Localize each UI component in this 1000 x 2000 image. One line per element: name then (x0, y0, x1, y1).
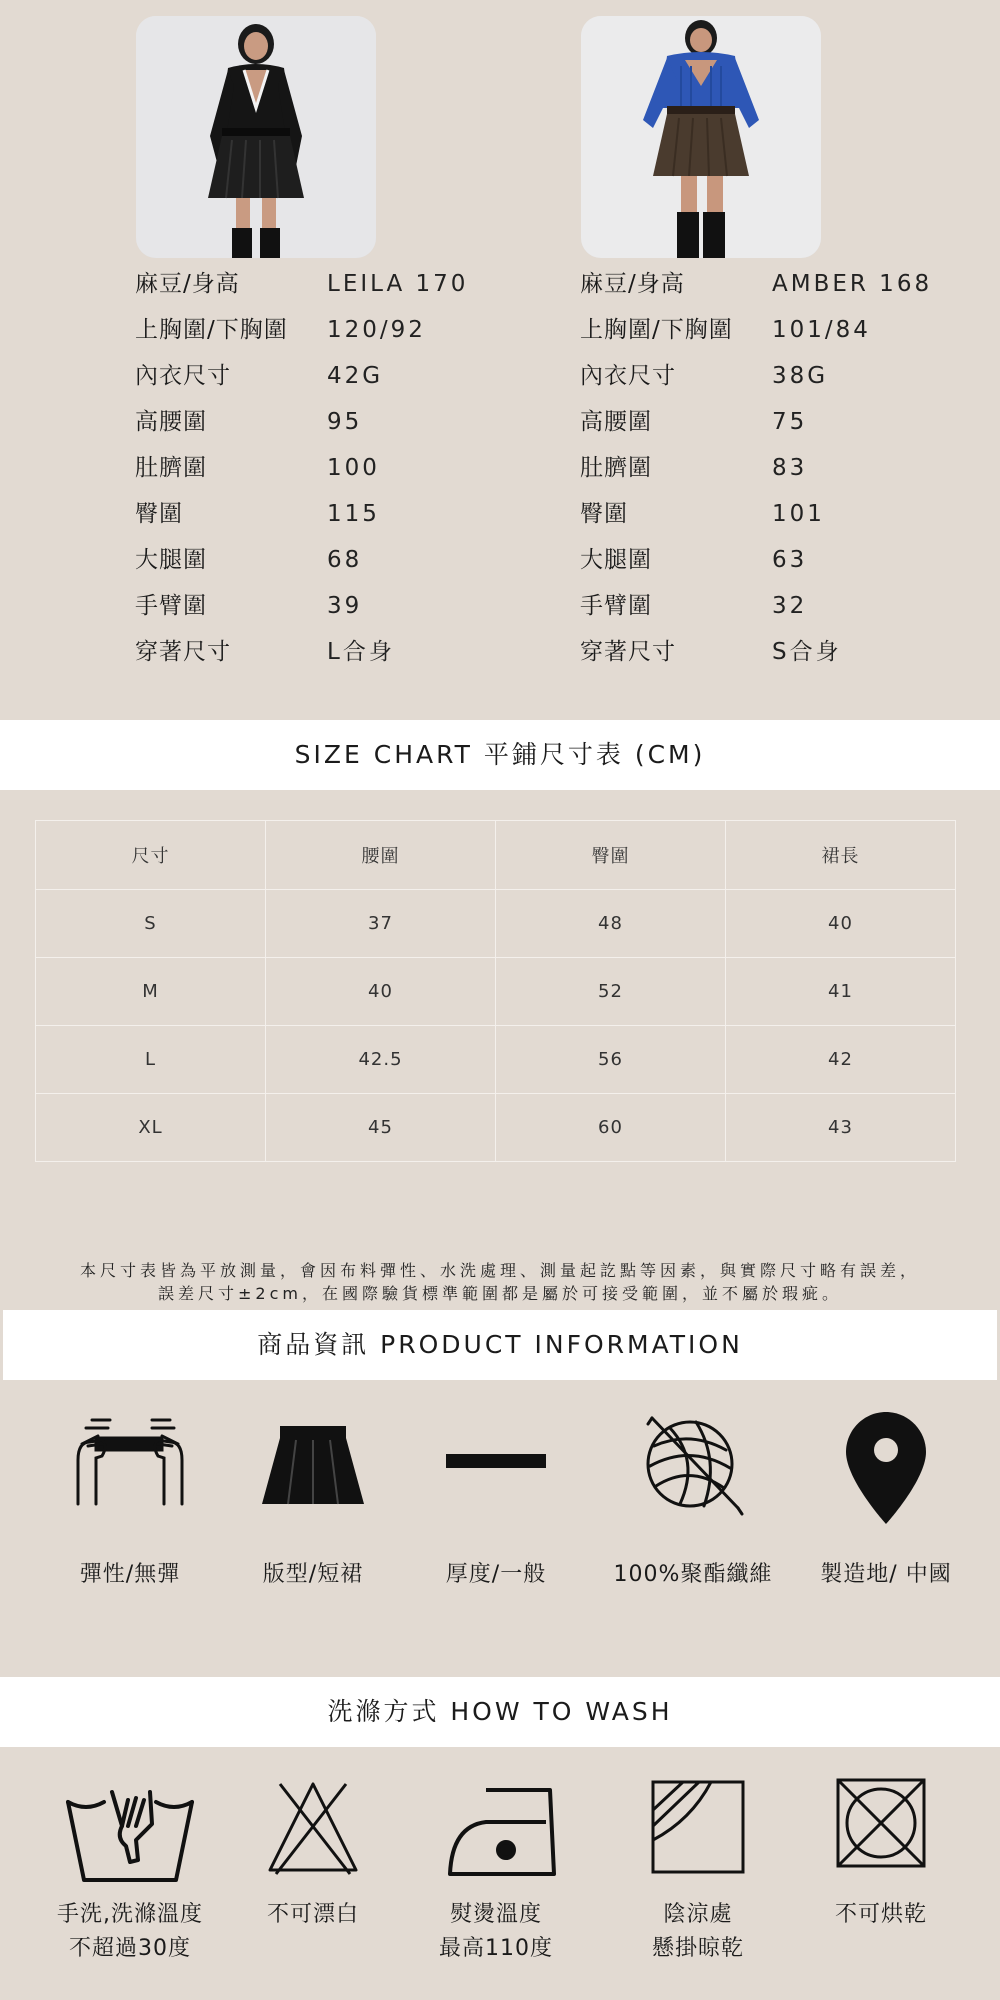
hand-wash-caption-1: 手洗,洗滌溫度 (57, 1902, 203, 1927)
location-pin-icon (844, 1410, 928, 1526)
measurement-row (135, 632, 495, 672)
cell-hip: 60 (496, 1094, 726, 1162)
table-row (36, 1026, 956, 1094)
measurement-value: 63 (772, 547, 808, 573)
no-bleach-caption: 不可漂白 (266, 1902, 359, 1927)
cell-waist: 37 (266, 890, 496, 958)
cell-length: 42 (726, 1026, 956, 1094)
measurement-value: 101 (772, 501, 825, 527)
measurement-label: 內衣尺寸 (135, 363, 231, 389)
iron-caption-1: 熨燙溫度 (449, 1902, 542, 1927)
measurement-label: 大腿圍 (580, 547, 652, 573)
cell-hip: 52 (496, 958, 726, 1026)
model-photo-black-outfit (136, 16, 376, 258)
shade-dry-icon (651, 1780, 745, 1874)
measurement-value: 75 (772, 409, 808, 435)
measurement-label: 臀圍 (135, 501, 183, 527)
measurement-row (580, 264, 940, 304)
table-header-row (36, 821, 956, 890)
no-bleach-icon (266, 1780, 360, 1876)
measurement-value: 100 (327, 455, 380, 481)
measurement-value: 120/92 (327, 317, 426, 343)
header-length: 裙長 (726, 821, 956, 890)
measurement-value: 95 (327, 409, 363, 435)
shade-dry-caption-2: 懸掛晾乾 (651, 1936, 744, 1961)
hand-wash-caption-2: 不超過30度 (69, 1936, 191, 1961)
cell-size: S (36, 890, 266, 958)
stretch-caption: 彈性/無彈 (79, 1562, 181, 1587)
measurement-value: 42G (327, 363, 384, 389)
measurement-value: 38G (772, 363, 829, 389)
measurement-row (135, 310, 495, 350)
thickness-icon (446, 1454, 546, 1468)
yarn-icon (640, 1410, 750, 1520)
measurement-label: 手臂圍 (580, 593, 652, 619)
measurement-row (135, 356, 495, 396)
measurement-row (580, 632, 940, 672)
measurement-row (135, 264, 495, 304)
measurement-value: 39 (327, 593, 363, 619)
skirt-icon (258, 1420, 368, 1510)
measurement-label: 肚臍圍 (580, 455, 652, 481)
measurement-label: 內衣尺寸 (580, 363, 676, 389)
measurement-row (580, 540, 940, 580)
cell-length: 43 (726, 1094, 956, 1162)
table-row (36, 1094, 956, 1162)
cell-size: XL (36, 1094, 266, 1162)
measurement-label: 上胸圍/下胸圍 (135, 317, 288, 343)
cell-size: L (36, 1026, 266, 1094)
product-info-banner (3, 1310, 997, 1380)
measurement-label: 麻豆/身高 (580, 271, 685, 297)
iron-caption-2: 最高110度 (439, 1936, 553, 1961)
size-chart-title: SIZE CHART 平鋪尺寸表 (CM) (294, 740, 706, 769)
measurement-row (135, 402, 495, 442)
no-tumble-dry-caption: 不可烘乾 (834, 1902, 927, 1927)
skirt-caption: 版型/短裙 (262, 1562, 364, 1587)
cell-hip: 48 (496, 890, 726, 958)
measurement-label: 高腰圍 (135, 409, 207, 435)
cell-length: 41 (726, 958, 956, 1026)
header-size: 尺寸 (36, 821, 266, 890)
measurement-row (135, 540, 495, 580)
cell-hip: 56 (496, 1026, 726, 1094)
measurement-value: 68 (327, 547, 363, 573)
measurement-label: 臀圍 (580, 501, 628, 527)
measurement-value: 32 (772, 593, 808, 619)
iron-icon (446, 1786, 558, 1878)
material-caption: 100%聚酯纖維 (613, 1562, 773, 1587)
measurement-value: 101/84 (772, 317, 871, 343)
measurement-value: 83 (772, 455, 808, 481)
wash-banner (0, 1677, 1000, 1747)
size-note-line-2: 誤差尺寸±2cm，在國際驗貨標準範圍都是屬於可接受範圍，並不屬於瑕疵。 (158, 1284, 842, 1303)
measurement-row (580, 356, 940, 396)
measurement-row (580, 586, 940, 626)
measurement-row (135, 586, 495, 626)
model-photo-blue-top (581, 16, 821, 258)
measurement-row (580, 494, 940, 534)
measurement-row (135, 448, 495, 488)
measurement-value: AMBER 168 (772, 271, 933, 297)
cell-waist: 40 (266, 958, 496, 1026)
header-hip: 臀圍 (496, 821, 726, 890)
wash-title: 洗滌方式 HOW TO WASH (327, 1697, 673, 1726)
size-chart-banner (0, 720, 1000, 790)
measurement-label: 上胸圍/下胸圍 (580, 317, 733, 343)
table-row (36, 890, 956, 958)
cell-size: M (36, 958, 266, 1026)
measurement-label: 麻豆/身高 (135, 271, 240, 297)
measurement-row (580, 310, 940, 350)
cell-waist: 45 (266, 1094, 496, 1162)
product-info-title: 商品資訊 PRODUCT INFORMATION (257, 1330, 743, 1359)
measurement-value: LEILA 170 (327, 271, 469, 297)
thickness-caption: 厚度/一般 (445, 1562, 547, 1587)
measurement-row (580, 402, 940, 442)
measurement-label: 手臂圍 (135, 593, 207, 619)
measurement-value: L合身 (327, 639, 395, 665)
hand-wash-icon (66, 1780, 194, 1884)
origin-caption: 製造地/ 中國 (820, 1562, 952, 1587)
measurement-value: 115 (327, 501, 380, 527)
header-waist: 腰圍 (266, 821, 496, 890)
size-note-line-1: 本尺寸表皆為平放測量，會因布料彈性、水洗處理、測量起訖點等因素，與實際尺寸略有誤差， (79, 1261, 920, 1280)
measurement-label: 穿著尺寸 (135, 639, 231, 665)
measurement-label: 穿著尺寸 (580, 639, 676, 665)
measurement-row (580, 448, 940, 488)
measurement-value: S合身 (772, 639, 842, 665)
measurement-label: 大腿圍 (135, 547, 207, 573)
measurement-label: 高腰圍 (580, 409, 652, 435)
size-chart-table (35, 820, 956, 1162)
measurement-label: 肚臍圍 (135, 455, 207, 481)
stretch-icon (68, 1412, 192, 1512)
shade-dry-caption-1: 陰涼處 (663, 1902, 733, 1927)
no-tumble-dry-icon (836, 1776, 926, 1870)
cell-waist: 42.5 (266, 1026, 496, 1094)
cell-length: 40 (726, 890, 956, 958)
table-row (36, 958, 956, 1026)
measurement-row (135, 494, 495, 534)
